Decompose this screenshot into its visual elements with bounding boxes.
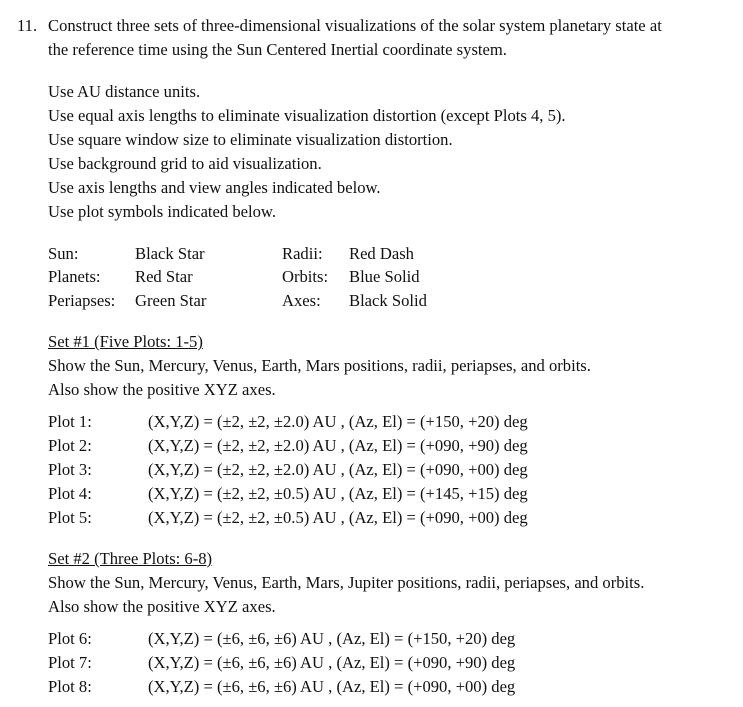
instruction-item: Use square window size to eliminate visualization distortion.	[48, 130, 453, 149]
legend-value: Black Star	[135, 244, 205, 263]
set-2-description: Show the Sun, Mercury, Venus, Earth, Mars, Jupiter positions, radii, periapses, and orbits.	[48, 573, 645, 592]
legend-label: Radii:	[282, 244, 323, 263]
plot-label: Plot 3:	[48, 460, 92, 479]
legend-label: Periapses:	[48, 291, 116, 310]
legend-value: Red Star	[135, 267, 193, 286]
problem-statement-line-2: the reference time using the Sun Centered Inertial coordinate system.	[48, 40, 507, 59]
plot-spec: (X,Y,Z) = (±2, ±2, ±0.5) AU , (Az, El) = (+145, +15) deg	[148, 484, 528, 503]
legend-value: Red Dash	[349, 244, 414, 263]
legend-label: Sun:	[48, 244, 79, 263]
problem-number: 11.	[17, 16, 38, 35]
legend-value: Green Star	[135, 291, 207, 310]
legend-label: Axes:	[282, 291, 321, 310]
plot-spec: (X,Y,Z) = (±6, ±6, ±6) AU , (Az, El) = (+090, +00) deg	[148, 677, 516, 696]
set-2-description: Also show the positive XYZ axes.	[48, 597, 276, 616]
plot-label: Plot 5:	[48, 508, 92, 527]
legend-label: Orbits:	[282, 267, 329, 286]
plot-label: Plot 7:	[48, 653, 92, 672]
plot-spec: (X,Y,Z) = (±6, ±6, ±6) AU , (Az, El) = (+150, +20) deg	[148, 629, 516, 648]
problem-statement-line-1: Construct three sets of three-dimensional visualizations of the solar system planetary state at	[48, 16, 662, 35]
plot-spec: (X,Y,Z) = (±2, ±2, ±2.0) AU , (Az, El) = (+090, +90) deg	[148, 436, 528, 455]
plot-label: Plot 2:	[48, 436, 92, 455]
legend-value: Blue Solid	[349, 267, 420, 286]
plot-label: Plot 1:	[48, 412, 92, 431]
instruction-item: Use axis lengths and view angles indicated below.	[48, 178, 381, 197]
set-2-heading: Set #2 (Three Plots: 6-8)	[48, 549, 213, 568]
set-1-heading: Set #1 (Five Plots: 1-5)	[48, 332, 203, 351]
plot-label: Plot 8:	[48, 677, 92, 696]
instruction-item: Use background grid to aid visualization.	[48, 154, 322, 173]
legend-label: Planets:	[48, 267, 101, 286]
plot-spec: (X,Y,Z) = (±2, ±2, ±2.0) AU , (Az, El) = (+090, +00) deg	[148, 460, 528, 479]
instruction-item: Use plot symbols indicated below.	[48, 202, 276, 221]
plot-spec: (X,Y,Z) = (±2, ±2, ±0.5) AU , (Az, El) = (+090, +00) deg	[148, 508, 528, 527]
set-1-description: Show the Sun, Mercury, Venus, Earth, Mars positions, radii, periapses, and orbits.	[48, 356, 591, 375]
plot-label: Plot 6:	[48, 629, 92, 648]
instruction-item: Use equal axis lengths to eliminate visualization distortion (except Plots 4, 5).	[48, 106, 566, 125]
legend-value: Black Solid	[349, 291, 427, 310]
plot-spec: (X,Y,Z) = (±6, ±6, ±6) AU , (Az, El) = (+090, +90) deg	[148, 653, 516, 672]
instruction-item: Use AU distance units.	[48, 82, 201, 101]
plot-spec: (X,Y,Z) = (±2, ±2, ±2.0) AU , (Az, El) = (+150, +20) deg	[148, 412, 528, 431]
plot-label: Plot 4:	[48, 484, 92, 503]
set-1-description: Also show the positive XYZ axes.	[48, 380, 276, 399]
